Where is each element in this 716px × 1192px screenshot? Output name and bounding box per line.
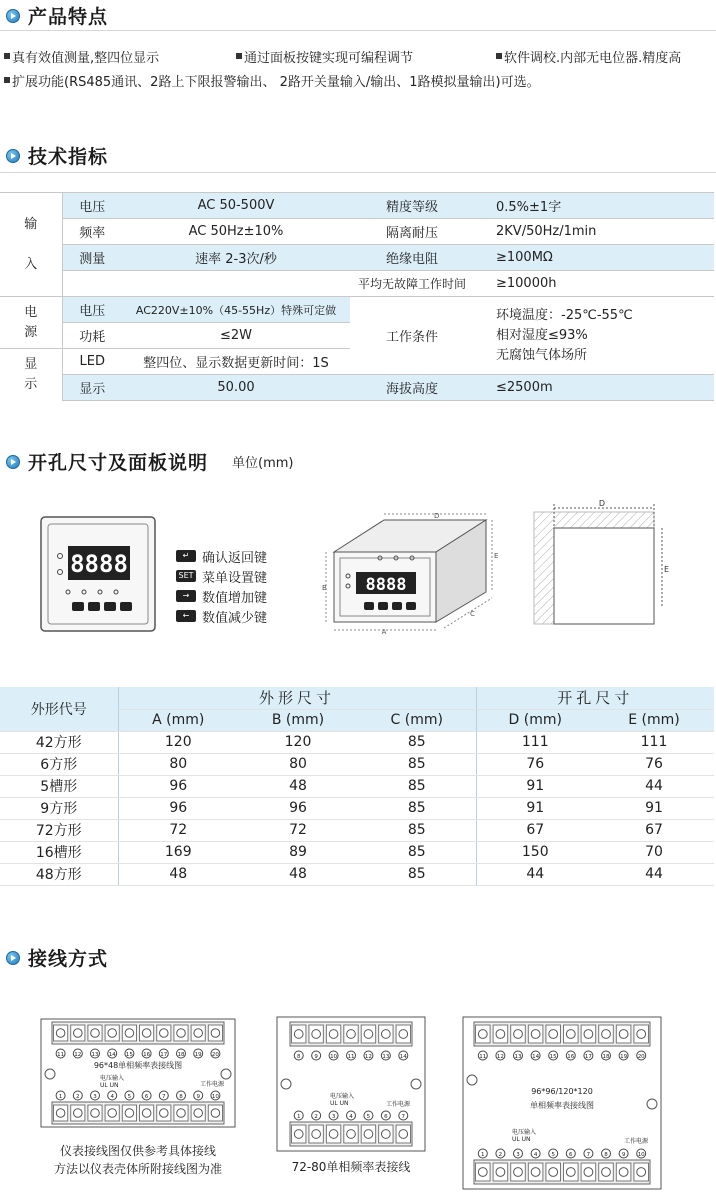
- row-value: 169: [118, 841, 238, 863]
- dim-letter-b: B: [322, 584, 327, 592]
- row-code: 5槽形: [0, 775, 118, 797]
- row-value: 85: [358, 863, 476, 885]
- table-row: [0, 731, 714, 753]
- terminal-number: 20: [211, 1052, 219, 1058]
- terminal-number: 14: [399, 1054, 407, 1060]
- spec-label: 电压: [62, 193, 122, 219]
- row-value: 44: [594, 775, 714, 797]
- spec-value: 整四位、显示数据更新时间：1S: [122, 349, 350, 375]
- spec-label: 平均无故障工作时间: [350, 271, 474, 297]
- terminal-screw: [191, 1105, 205, 1121]
- ul-un-label: UL UN: [512, 1136, 531, 1143]
- wiring-diagram-72-80: [276, 1016, 426, 1152]
- terminal-number: 1: [481, 1152, 485, 1158]
- row-value: 120: [118, 731, 238, 753]
- power-label: 工作电源: [624, 1138, 649, 1145]
- row-value: 67: [476, 819, 594, 841]
- spec-value: ≥10000h: [474, 271, 714, 297]
- terminal-number: 12: [74, 1052, 82, 1058]
- terminal-number: 2: [498, 1152, 503, 1158]
- terminal-screw: [493, 1163, 508, 1181]
- spec-label: 工作条件: [350, 297, 474, 375]
- group-display: 显 示: [0, 349, 62, 401]
- terminal-number: 16: [567, 1054, 575, 1060]
- terminal-number: 17: [584, 1054, 592, 1060]
- terminal-number: 10: [330, 1054, 338, 1060]
- spec-label: 测量: [62, 245, 122, 271]
- voltage-input-label: 电压输入: [100, 1075, 125, 1082]
- spec-value: ≥100MΩ: [474, 245, 714, 271]
- terminal-number: 9: [196, 1094, 200, 1100]
- row-value: 72: [238, 819, 358, 841]
- row-value: 96: [118, 775, 238, 797]
- terminal-number: 12: [364, 1054, 372, 1060]
- panel-display-digits: 8888: [70, 550, 128, 578]
- row-value: 70: [594, 841, 714, 863]
- terminal-number: 4: [110, 1094, 114, 1100]
- row-value: 48: [238, 775, 358, 797]
- terminal-screw: [564, 1163, 579, 1181]
- terminal-screw: [54, 1025, 68, 1041]
- terminal-number: 19: [194, 1052, 202, 1058]
- terminal-number: 13: [91, 1052, 99, 1058]
- terminal-number: 18: [177, 1052, 185, 1058]
- voltage-input-label: 电压输入: [330, 1093, 355, 1100]
- terminal-screw: [528, 1025, 543, 1043]
- terminal-screw: [361, 1025, 375, 1043]
- right-arrow-key-icon: →: [176, 590, 196, 602]
- row-value: 67: [594, 819, 714, 841]
- terminal-number: 13: [514, 1054, 522, 1060]
- row-value: 91: [476, 775, 594, 797]
- section-title-spec: 技术指标: [6, 142, 108, 169]
- terminal-number: 16: [143, 1052, 151, 1058]
- row-value: 85: [358, 841, 476, 863]
- spec-empty: [122, 271, 350, 297]
- spec-value: AC220V±10%（45-55Hz）特殊可定做: [122, 297, 350, 323]
- spec-label: 海拔高度: [350, 375, 474, 401]
- terminal-screw: [344, 1125, 358, 1143]
- row-value: 96: [238, 797, 358, 819]
- terminal-screw: [564, 1025, 579, 1043]
- wiring-diagram-96x96-120x120: [462, 1016, 662, 1190]
- terminal-number: 3: [331, 1114, 336, 1120]
- terminal-number: 1: [296, 1114, 301, 1120]
- terminal-screw: [174, 1025, 188, 1041]
- spec-value: AC 50-500V: [122, 193, 350, 219]
- terminal-screw: [88, 1105, 102, 1121]
- terminal-screw: [616, 1163, 631, 1181]
- terminal-screw: [157, 1105, 171, 1121]
- spec-label: LED: [62, 349, 122, 375]
- row-value: 44: [594, 863, 714, 885]
- terminal-screw: [634, 1163, 649, 1181]
- spec-value: AC 50Hz±10%: [122, 219, 350, 245]
- row-value: 85: [358, 775, 476, 797]
- row-value: 80: [118, 753, 238, 775]
- group-header-cutout: 开孔尺寸: [476, 687, 714, 709]
- terminal-screw: [396, 1025, 410, 1043]
- terminal-screw: [546, 1163, 561, 1181]
- key-legend: [176, 546, 267, 626]
- table-row: [0, 797, 714, 819]
- cutout-letter-d: D: [598, 499, 606, 508]
- col-header: E (mm): [594, 709, 714, 731]
- row-value: 85: [358, 797, 476, 819]
- terminal-screw: [634, 1025, 649, 1043]
- terminal-number: 15: [125, 1052, 133, 1058]
- row-value: 80: [238, 753, 358, 775]
- table-row: [0, 863, 714, 885]
- col-header: A (mm): [118, 709, 238, 731]
- row-value: 96: [118, 797, 238, 819]
- terminal-number: 8: [179, 1094, 183, 1100]
- terminal-screw: [208, 1025, 222, 1041]
- table-row: [0, 841, 714, 863]
- dim-letter-c: C: [470, 610, 475, 618]
- terminal-number: 7: [162, 1094, 166, 1100]
- table-row: [0, 819, 714, 841]
- terminal-screw: [379, 1025, 393, 1043]
- terminal-screw: [511, 1163, 526, 1181]
- terminal-screw: [122, 1025, 136, 1041]
- terminal-number: 14: [108, 1052, 116, 1058]
- row-code: 9方形: [0, 797, 118, 819]
- row-code: 16槽形: [0, 841, 118, 863]
- spec-label: 功耗: [62, 323, 122, 349]
- spec-value: 2KV/50Hz/1min: [474, 219, 714, 245]
- case-display-digits: 8888: [365, 575, 407, 595]
- row-value: 91: [594, 797, 714, 819]
- dim-letter-a: A: [381, 628, 387, 634]
- left-arrow-key-icon: ←: [176, 610, 196, 622]
- terminal-number: 11: [347, 1054, 355, 1060]
- group-power: 电 源: [0, 297, 62, 349]
- terminal-screw: [140, 1105, 154, 1121]
- terminal-number: 4: [533, 1152, 538, 1158]
- terminal-screw: [511, 1025, 526, 1043]
- terminal-screw: [191, 1025, 205, 1041]
- legend-item: ↵ 确认返回键: [176, 546, 267, 566]
- terminal-number: 20: [637, 1054, 645, 1060]
- terminal-screw: [309, 1125, 323, 1143]
- table-row: [0, 753, 714, 775]
- row-value: 150: [476, 841, 594, 863]
- row-value: 76: [594, 753, 714, 775]
- terminal-screw: [208, 1105, 222, 1121]
- ul-un-label: UL UN: [100, 1082, 119, 1089]
- spec-label: 绝缘电阻: [350, 245, 474, 271]
- group-header-outer: 外形尺寸: [118, 687, 476, 709]
- wiring-caption-1: 仪表接线图仅供参考具体接线 方法以仪表壳体所附接线图为准: [53, 1144, 222, 1176]
- terminal-number: 11: [479, 1054, 487, 1060]
- spec-table: [0, 192, 714, 401]
- wiring-diagram-96x48: [40, 1018, 236, 1128]
- row-value: 85: [358, 731, 476, 753]
- terminal-screw: [616, 1025, 631, 1043]
- spec-value: 0.5%±1字: [474, 193, 714, 219]
- terminal-number: 4: [349, 1114, 353, 1120]
- col-header-code: 外形代号: [0, 687, 118, 731]
- terminal-number: 6: [384, 1114, 388, 1120]
- terminal-number: 13: [382, 1054, 390, 1060]
- table-row: [0, 775, 714, 797]
- terminal-number: 18: [602, 1054, 610, 1060]
- terminal-screw: [546, 1025, 561, 1043]
- row-value: 111: [476, 731, 594, 753]
- spec-value: 速率 2-3次/秒: [122, 245, 350, 271]
- spec-label: 隔离耐压: [350, 219, 474, 245]
- group-input: 输 入: [0, 193, 62, 297]
- cutout-dimension-figure: [532, 498, 672, 626]
- terminal-number: 7: [401, 1114, 406, 1120]
- terminal-number: 3: [516, 1152, 520, 1158]
- row-value: 89: [238, 841, 358, 863]
- terminal-screw: [379, 1125, 393, 1143]
- terminal-screw: [326, 1125, 340, 1143]
- legend-item: SET 菜单设置键: [176, 566, 267, 586]
- terminal-screw: [326, 1025, 340, 1043]
- row-value: 85: [358, 819, 476, 841]
- row-value: 48: [118, 863, 238, 885]
- dimension-rows: [0, 731, 714, 885]
- divider: [0, 172, 716, 173]
- ul-un-label: UL UN: [330, 1100, 349, 1107]
- terminal-number: 19: [620, 1054, 628, 1060]
- terminal-screw: [599, 1025, 614, 1043]
- terminal-number: 6: [569, 1152, 573, 1158]
- legend-item: → 数值增加键: [176, 586, 267, 606]
- row-value: 91: [476, 797, 594, 819]
- col-header: D (mm): [476, 709, 594, 731]
- row-code: 72方形: [0, 819, 118, 841]
- workcond-values: 环境温度：-25℃-55℃ 相对湿度≤93% 无腐蚀气体场所: [474, 297, 714, 375]
- row-value: 76: [476, 753, 594, 775]
- terminal-number: 14: [532, 1054, 540, 1060]
- section-bullet-icon: [6, 951, 20, 965]
- row-value: 111: [594, 731, 714, 753]
- terminal-screw: [157, 1025, 171, 1041]
- terminal-screw: [309, 1025, 323, 1043]
- terminal-screw: [292, 1025, 306, 1043]
- spec-label: 显示: [62, 375, 122, 401]
- terminal-screw: [476, 1025, 491, 1043]
- row-value: 85: [358, 753, 476, 775]
- section-bullet-icon: [6, 9, 20, 23]
- spec-value: ≤2500m: [474, 375, 714, 401]
- col-header: B (mm): [238, 709, 358, 731]
- dim-letter-d: D: [434, 512, 440, 520]
- terminal-number: 8: [296, 1054, 301, 1060]
- terminal-screw: [105, 1105, 119, 1121]
- terminal-number: 10: [637, 1152, 645, 1158]
- voltage-input-label: 电压输入: [512, 1129, 537, 1136]
- terminal-number: 15: [549, 1054, 557, 1060]
- terminal-number: 3: [93, 1094, 97, 1100]
- row-code: 6方形: [0, 753, 118, 775]
- feature-item: 真有效值测量,整四位显示: [4, 47, 236, 66]
- row-code: 48方形: [0, 863, 118, 885]
- return-key-icon: ↵: [176, 550, 196, 562]
- wiring-title: 96*96/120*120: [531, 1087, 593, 1096]
- terminal-screw: [88, 1025, 102, 1041]
- terminal-number: 2: [314, 1114, 318, 1120]
- spec-label: 频率: [62, 219, 122, 245]
- row-value: 44: [476, 863, 594, 885]
- terminal-screw: [71, 1025, 85, 1041]
- terminal-screw: [344, 1025, 358, 1043]
- terminal-number: 9: [314, 1054, 318, 1060]
- power-label: 工作电源: [200, 1081, 225, 1088]
- terminal-screw: [581, 1163, 596, 1181]
- feature-item: 软件调校.内部无电位器.精度高: [496, 47, 681, 66]
- dimension-table: [0, 687, 714, 886]
- terminal-screw: [122, 1105, 136, 1121]
- front-panel-figure: [40, 516, 156, 632]
- spec-label: 精度等级: [350, 193, 474, 219]
- terminal-number: 5: [551, 1152, 555, 1158]
- row-code: 42方形: [0, 731, 118, 753]
- feature-item: 扩展功能(RS485通讯、2路上下限报警输出、 2路开关量输入/输出、1路模拟量输出)可选。: [4, 71, 540, 90]
- terminal-number: 12: [496, 1054, 504, 1060]
- section-bullet-icon: [6, 149, 20, 163]
- terminal-screw: [54, 1105, 68, 1121]
- dim-letter-e: E: [494, 552, 499, 560]
- terminal-screw: [599, 1163, 614, 1181]
- terminal-screw: [361, 1125, 375, 1143]
- set-key-icon: SET: [176, 570, 196, 582]
- terminal-number: 8: [604, 1152, 608, 1158]
- terminal-screw: [105, 1025, 119, 1041]
- terminal-screw: [140, 1025, 154, 1041]
- terminal-screw: [581, 1025, 596, 1043]
- power-label: 工作电源: [386, 1101, 411, 1108]
- wiring-title: 96*48单相频率表接线图: [93, 1061, 183, 1070]
- wiring-subtitle: 单相频率表接线图: [530, 1101, 594, 1110]
- terminal-number: 10: [211, 1094, 219, 1100]
- section-title-panel: 开孔尺寸及面板说明 单位(mm): [6, 448, 294, 475]
- section-title-features: 产品特点: [6, 2, 108, 29]
- terminal-number: 6: [144, 1094, 149, 1100]
- section-title-wiring: 接线方式: [6, 944, 108, 971]
- terminal-number: 17: [160, 1052, 168, 1058]
- terminal-screw: [476, 1163, 491, 1181]
- terminal-number: 2: [76, 1094, 80, 1100]
- section-bullet-icon: [6, 455, 20, 469]
- col-header: C (mm): [358, 709, 476, 731]
- terminal-screw: [71, 1105, 85, 1121]
- spec-label: 电压: [62, 297, 122, 323]
- terminal-screw: [396, 1125, 410, 1143]
- spec-empty: [62, 271, 122, 297]
- legend-item: ← 数值减少键: [176, 606, 267, 626]
- spec-value: ≤2W: [122, 323, 350, 349]
- terminal-screw: [528, 1163, 543, 1181]
- spec-value: 50.00: [122, 375, 350, 401]
- row-value: 120: [238, 731, 358, 753]
- terminal-number: 11: [57, 1052, 65, 1058]
- feature-list: [4, 44, 681, 92]
- row-value: 48: [238, 863, 358, 885]
- divider: [0, 30, 716, 31]
- row-value: 72: [118, 819, 238, 841]
- terminal-number: 1: [58, 1094, 63, 1100]
- terminal-number: 5: [127, 1094, 132, 1100]
- wiring-caption-2: 72-80单相频率表接线: [291, 1160, 411, 1174]
- feature-item: 通过面板按键实现可编程调节: [236, 47, 496, 66]
- terminal-number: 7: [586, 1152, 591, 1158]
- terminal-number: 5: [366, 1114, 371, 1120]
- cutout-letter-e: E: [664, 565, 670, 574]
- terminal-screw: [292, 1125, 306, 1143]
- terminal-number: 9: [621, 1152, 626, 1158]
- case-dimension-figure: [320, 510, 500, 634]
- terminal-screw: [493, 1025, 508, 1043]
- terminal-screw: [174, 1105, 188, 1121]
